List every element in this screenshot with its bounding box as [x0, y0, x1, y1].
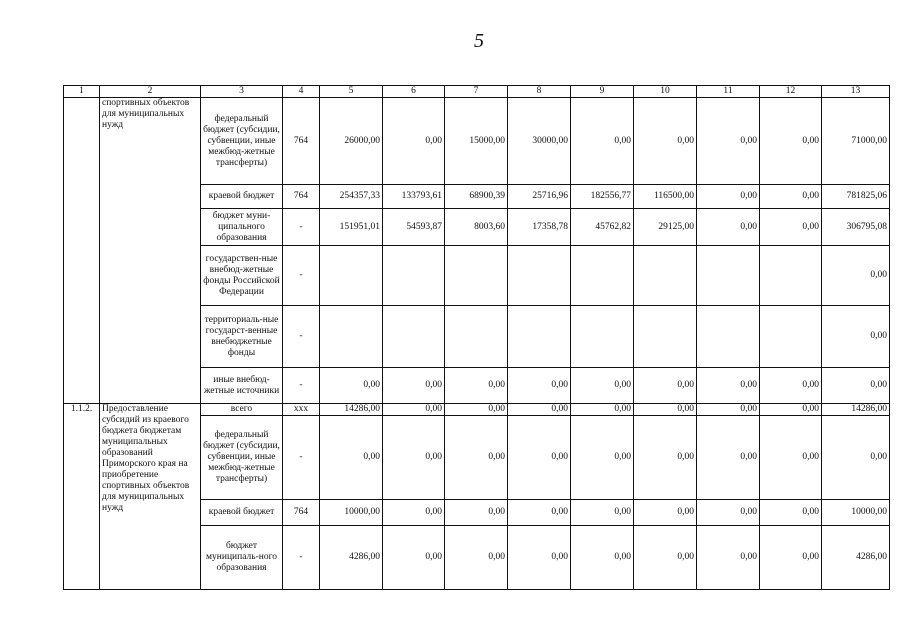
value-col-9: 0,00 — [571, 98, 634, 185]
funding-source: бюджет муниципаль-ного образования — [201, 526, 283, 590]
header-row — [64, 86, 890, 98]
value-col-9: 0,00 — [571, 416, 634, 500]
value-col-7: 0,00 — [445, 500, 508, 526]
block1-name: спортивных объектов для муниципальных нужд — [100, 98, 201, 404]
funding-source: территориаль-ные государст-венные внебюджетные фонды — [201, 306, 283, 368]
value-col-10: 0,00 — [634, 404, 697, 416]
value-col-7: 8003,60 — [445, 209, 508, 246]
value-col-9 — [571, 246, 634, 306]
value-col-7: 15000,00 — [445, 98, 508, 185]
funding-source: иные внебюд-жетные источники — [201, 368, 283, 404]
header-cell-13: 13 — [822, 86, 890, 98]
funding-source: государствен-ные внебюд-жетные фонды Российской Федерации — [201, 246, 283, 306]
header-cell-7: 7 — [445, 86, 508, 98]
value-col-11: 0,00 — [697, 185, 760, 209]
header-cell-10: 10 — [634, 86, 697, 98]
value-col-7: 68900,39 — [445, 185, 508, 209]
budget-code: ххх — [283, 404, 320, 416]
value-col-13: 71000,00 — [822, 98, 890, 185]
value-col-12: 0,00 — [760, 416, 822, 500]
value-col-11: 0,00 — [697, 368, 760, 404]
value-col-12: 0,00 — [760, 404, 822, 416]
value-col-6 — [383, 246, 445, 306]
value-col-9: 182556,77 — [571, 185, 634, 209]
budget-code: - — [283, 306, 320, 368]
value-col-5: 151951,01 — [320, 209, 383, 246]
value-col-11: 0,00 — [697, 416, 760, 500]
value-col-12: 0,00 — [760, 526, 822, 590]
value-col-6: 133793,61 — [383, 185, 445, 209]
value-col-12: 0,00 — [760, 98, 822, 185]
header-cell-8: 8 — [508, 86, 571, 98]
value-col-12 — [760, 306, 822, 368]
funding-source: федеральный бюджет (субсидии, субвенции, иные межбюд-жетные трансферты) — [201, 98, 283, 185]
value-col-7: 0,00 — [445, 416, 508, 500]
value-col-5 — [320, 246, 383, 306]
value-col-6: 0,00 — [383, 368, 445, 404]
budget-code: - — [283, 246, 320, 306]
value-col-5: 14286,00 — [320, 404, 383, 416]
value-col-7: 0,00 — [445, 526, 508, 590]
budget-code: 764 — [283, 98, 320, 185]
value-col-8: 17358,78 — [508, 209, 571, 246]
value-col-13: 14286,00 — [822, 404, 890, 416]
value-col-11: 0,00 — [697, 209, 760, 246]
value-col-13: 0,00 — [822, 368, 890, 404]
value-col-13: 4286,00 — [822, 526, 890, 590]
value-col-13: 306795,08 — [822, 209, 890, 246]
value-col-8: 0,00 — [508, 368, 571, 404]
funding-source: всего — [201, 404, 283, 416]
funding-source: краевой бюджет — [201, 500, 283, 526]
value-col-9: 0,00 — [571, 404, 634, 416]
header-cell-9: 9 — [571, 86, 634, 98]
value-col-7: 0,00 — [445, 404, 508, 416]
value-col-10: 0,00 — [634, 368, 697, 404]
value-col-5: 254357,33 — [320, 185, 383, 209]
value-col-5: 10000,00 — [320, 500, 383, 526]
budget-code: 764 — [283, 185, 320, 209]
budget-code: - — [283, 416, 320, 500]
value-col-9: 45762,82 — [571, 209, 634, 246]
value-col-11: 0,00 — [697, 404, 760, 416]
page-number: 5 — [474, 30, 484, 52]
value-col-11: 0,00 — [697, 526, 760, 590]
value-col-10: 0,00 — [634, 416, 697, 500]
value-col-10: 0,00 — [634, 526, 697, 590]
header-cell-3: 3 — [201, 86, 283, 98]
value-col-5: 4286,00 — [320, 526, 383, 590]
value-col-8: 0,00 — [508, 500, 571, 526]
value-col-8 — [508, 246, 571, 306]
value-col-13: 0,00 — [822, 416, 890, 500]
value-col-10: 0,00 — [634, 500, 697, 526]
value-col-8: 30000,00 — [508, 98, 571, 185]
value-col-9 — [571, 306, 634, 368]
budget-code: - — [283, 526, 320, 590]
value-col-5 — [320, 306, 383, 368]
value-col-13: 10000,00 — [822, 500, 890, 526]
value-col-8: 0,00 — [508, 526, 571, 590]
value-col-8: 25716,96 — [508, 185, 571, 209]
value-col-12: 0,00 — [760, 368, 822, 404]
block2-name: Предоставление субсидий из краевого бюджета бюджетам муниципальных образований Приморского края на приобретение спортивных объектов для муниципальных нужд — [100, 404, 201, 590]
header-cell-1: 1 — [64, 86, 100, 98]
value-col-9: 0,00 — [571, 368, 634, 404]
value-col-8 — [508, 306, 571, 368]
value-col-8: 0,00 — [508, 404, 571, 416]
value-col-11: 0,00 — [697, 98, 760, 185]
value-col-10: 116500,00 — [634, 185, 697, 209]
header-cell-5: 5 — [320, 86, 383, 98]
value-col-12 — [760, 246, 822, 306]
header-cell-2: 2 — [100, 86, 201, 98]
header-cell-11: 11 — [697, 86, 760, 98]
budget-code: - — [283, 368, 320, 404]
value-col-11: 0,00 — [697, 500, 760, 526]
funding-source: федеральный бюджет (субсидии, субвенции, иные межбюд-жетные трансферты) — [201, 416, 283, 500]
value-col-9: 0,00 — [571, 500, 634, 526]
value-col-7 — [445, 306, 508, 368]
value-col-8: 0,00 — [508, 416, 571, 500]
value-col-5: 0,00 — [320, 368, 383, 404]
value-col-6: 0,00 — [383, 526, 445, 590]
table-row — [64, 98, 890, 185]
budget-code: 764 — [283, 500, 320, 526]
value-col-10: 29125,00 — [634, 209, 697, 246]
budget-table — [63, 85, 890, 590]
block2-code: 1.1.2. — [64, 404, 100, 590]
value-col-10 — [634, 306, 697, 368]
value-col-12: 0,00 — [760, 500, 822, 526]
value-col-7: 0,00 — [445, 368, 508, 404]
value-col-7 — [445, 246, 508, 306]
value-col-13: 781825,06 — [822, 185, 890, 209]
block1-code — [64, 98, 100, 404]
value-col-6: 54593,87 — [383, 209, 445, 246]
header-cell-6: 6 — [383, 86, 445, 98]
value-col-5: 26000,00 — [320, 98, 383, 185]
budget-code: - — [283, 209, 320, 246]
table-row — [64, 404, 890, 416]
header-cell-4: 4 — [283, 86, 320, 98]
value-col-10: 0,00 — [634, 98, 697, 185]
value-col-5: 0,00 — [320, 416, 383, 500]
value-col-6 — [383, 306, 445, 368]
value-col-13: 0,00 — [822, 246, 890, 306]
value-col-6: 0,00 — [383, 98, 445, 185]
value-col-6: 0,00 — [383, 500, 445, 526]
funding-source: бюджет муни-ципального образования — [201, 209, 283, 246]
value-col-12: 0,00 — [760, 209, 822, 246]
value-col-11 — [697, 246, 760, 306]
value-col-6: 0,00 — [383, 404, 445, 416]
value-col-10 — [634, 246, 697, 306]
header-cell-12: 12 — [760, 86, 822, 98]
value-col-13: 0,00 — [822, 306, 890, 368]
value-col-11 — [697, 306, 760, 368]
value-col-6: 0,00 — [383, 416, 445, 500]
value-col-9: 0,00 — [571, 526, 634, 590]
funding-source: краевой бюджет — [201, 185, 283, 209]
value-col-12: 0,00 — [760, 185, 822, 209]
